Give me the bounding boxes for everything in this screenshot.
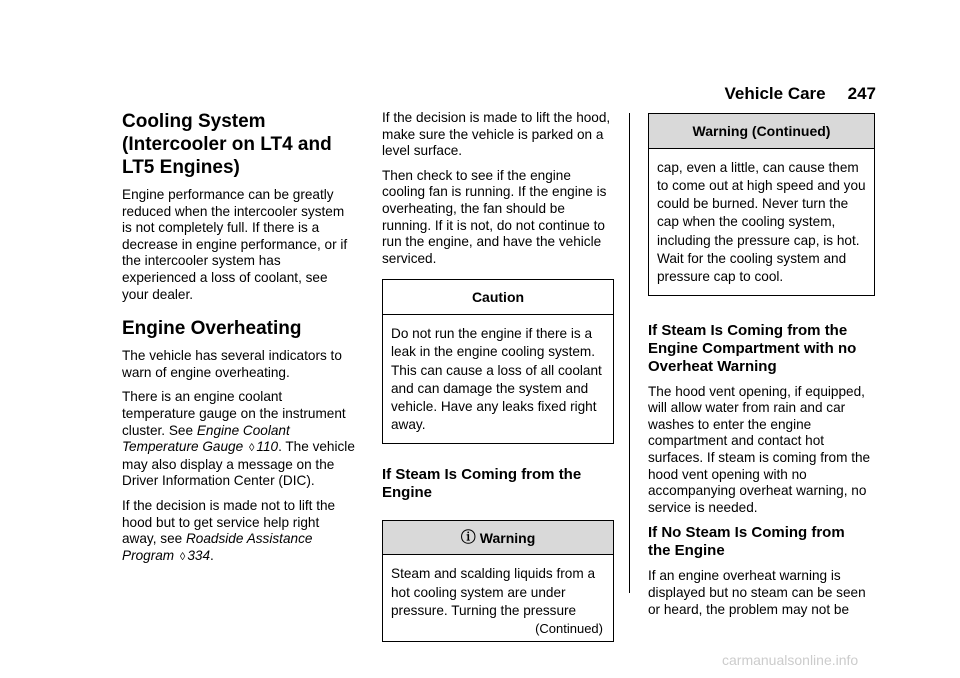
caution-box	[382, 279, 614, 443]
paragraph-no-steam: If an engine overheat warning is displayed but no steam can be seen or heard, the problem may not be	[648, 568, 866, 617]
text: . The vehicle may also display a message on the Driver Information Center (DIC).	[122, 439, 355, 489]
heading-line: Engine	[382, 483, 433, 501]
warning-icon: ⓘ	[460, 528, 476, 546]
text: If the decision is made not to lift the hood but to get service help right away, see	[122, 497, 336, 547]
paragraph-cooling: Engine performance can be greatly reduced when the intercooler system is not completely full. If there is a decrease in engine performance, or if the intercooler system has experienced a loss of coolant, see your dealer.	[122, 187, 348, 302]
heading-line: (Intercooler on LT4 and	[122, 134, 332, 155]
warning-title: Warning	[479, 529, 536, 546]
column-3	[620, 110, 875, 626]
page-number: 247	[847, 84, 876, 103]
heading-line: Engine Compartment with no	[648, 339, 857, 357]
heading-engine-overheating: Engine Overheating	[122, 318, 302, 340]
heading-line: the Engine	[648, 542, 725, 560]
column-2	[382, 110, 614, 664]
text: .	[210, 547, 214, 563]
watermark: carmanualsonline.info	[722, 652, 859, 668]
link-roadside-assistance[interactable]: Roadside Assistance Program	[122, 531, 313, 563]
page-ref-icon: ◊	[179, 550, 186, 563]
paragraph-gauge	[122, 389, 356, 490]
heading-line: If No Steam Is Coming from	[648, 524, 845, 542]
heading-line: Cooling System	[122, 111, 266, 132]
page-header	[700, 82, 876, 106]
caution-title: Caution	[471, 289, 525, 306]
paragraph-cooling-fan: Then check to see if the engine cooling fan is running. If the engine is overheating, the fan should be running. If it is not, do not continue to run the engine, and have the vehicle serviced.	[382, 167, 607, 266]
caution-body: Do not run the engine if there is a leak in the engine cooling system. This can cause a loss of all coolant and can damage the system and vehicle. Have any leaks fixed right away.	[383, 314, 613, 443]
warning-continued-body: cap, even a little, can cause them to come out at high speed and you could be burned. Never turn the cap when the cooling system, including the pressure cap, is hot. Wait for the cooling system and pressure cap to cool.	[657, 159, 866, 285]
heading-line: LT5 Engines)	[122, 157, 240, 178]
paragraph-hood-vent: The hood vent opening, if equipped, will allow water from rain and car washes to enter the engine compartment and contact hot surfaces. If steam is coming from the hood vent opening with no accompanying overheat warning, no service is needed.	[648, 383, 871, 515]
paragraph-lift-hood: If the decision is made to lift the hood, make sure the vehicle is parked on a level surface.	[382, 110, 611, 159]
column-3-inner	[648, 113, 875, 618]
paragraph-no-lift	[122, 498, 356, 565]
heading-line: If Steam Is Coming from the	[382, 465, 582, 483]
warning-text: Steam and scalding liquids from a hot cooling system are under pressure. Turning the pressure	[391, 566, 596, 618]
paragraph-indicators: The vehicle has several indicators to warn of engine overheating.	[122, 348, 342, 380]
warning-box	[382, 520, 614, 642]
warning-continued-box	[648, 113, 875, 296]
page-ref-icon: ◊	[248, 442, 255, 455]
warning-continued-title: Warning (Continued)	[649, 114, 874, 149]
text: There is an engine coolant temperature gauge on the instrument cluster. See	[122, 389, 346, 438]
warning-header	[383, 521, 613, 556]
column-1	[122, 110, 356, 573]
heading-steam-no-warning	[648, 322, 875, 376]
continued-label: (Continued)	[535, 621, 603, 637]
heading-cooling-system	[122, 110, 356, 179]
page-ref-110[interactable]: 110	[256, 439, 279, 455]
heading-line: Overheat Warning	[648, 357, 777, 375]
warning-body	[383, 555, 613, 640]
link-coolant-gauge[interactable]: Engine Coolant Temperature Gauge	[122, 422, 290, 455]
section-title: Vehicle Care	[724, 84, 826, 103]
page-ref-334[interactable]: 334	[187, 547, 211, 563]
heading-line: If Steam Is Coming from the	[648, 321, 848, 339]
heading-steam-engine	[382, 466, 614, 502]
heading-no-steam	[648, 524, 875, 560]
